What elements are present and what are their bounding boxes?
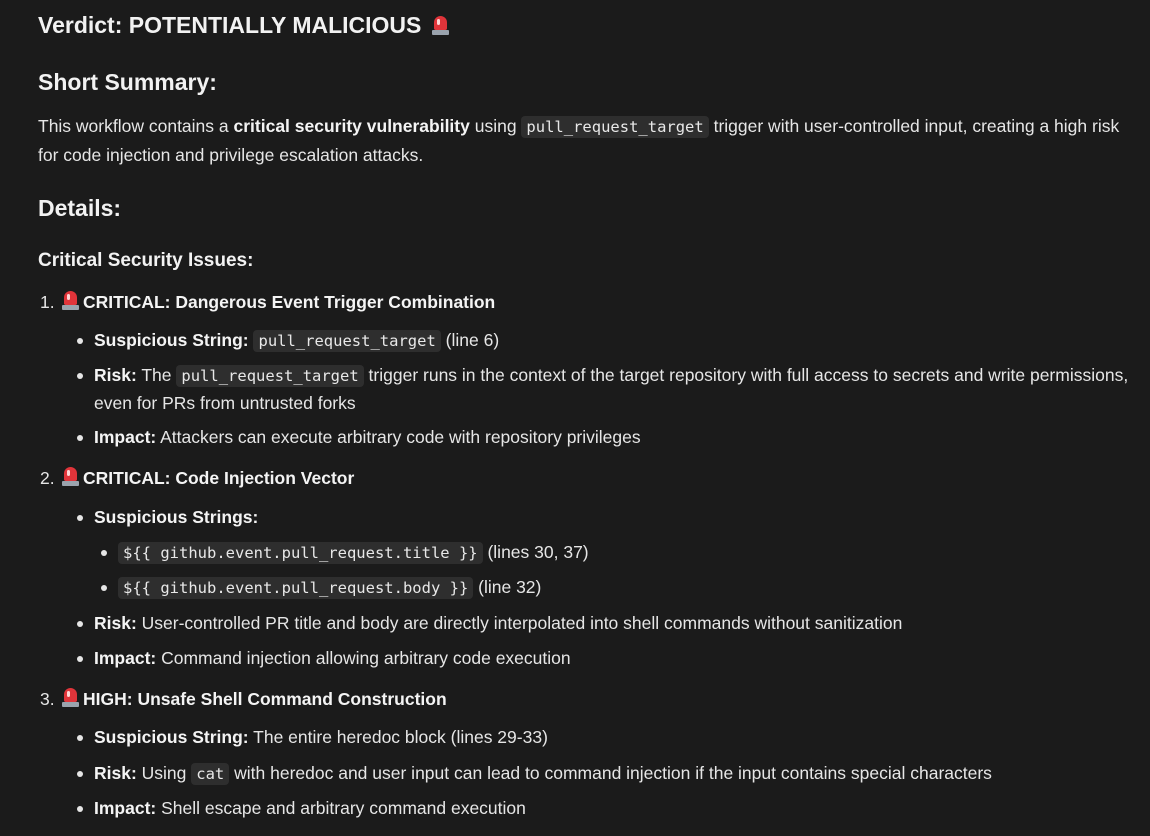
siren-icon (62, 688, 79, 707)
issue-3-number: 3. (40, 689, 55, 709)
issue-2-title (62, 465, 354, 492)
issue-3-suspicious-label: Suspicious String: (94, 727, 249, 747)
issue-1-impact-label: Impact: (94, 427, 157, 447)
issue-1-risk-label: Risk: (94, 365, 137, 385)
issue-3-suspicious-text: The entire heredoc block (lines 29-33) (248, 727, 548, 747)
issue-3-risk-post: with heredoc and user input can lead to command injection if the input contains special characters (229, 763, 992, 783)
issue-3-impact-text: Shell escape and arbitrary command execution (156, 798, 526, 818)
issue-2-impact-text: Command injection allowing arbitrary code execution (156, 648, 571, 668)
issue-3-suspicious (94, 724, 548, 751)
issue-1-impact-text: Attackers can execute arbitrary code with repository privileges (156, 427, 641, 447)
issue-1-number: 1. (40, 292, 55, 312)
issue-2-suspicious-label: Suspicious Strings: (94, 507, 259, 527)
bullet-dot (77, 373, 83, 379)
issue-2-string-1-code: ${{ github.event.pull_request.title }} (118, 542, 483, 564)
issue-1-title-text: CRITICAL: Dangerous Event Trigger Combination (83, 292, 496, 312)
issue-1-title (62, 289, 495, 316)
verdict-title: Verdict: POTENTIALLY MALICIOUS (38, 12, 422, 38)
summary-heading: Short Summary: (38, 69, 217, 95)
critical-issues-heading: Critical Security Issues: (38, 250, 254, 271)
issue-1-suspicious (94, 327, 499, 355)
bullet-dot (77, 656, 83, 662)
issue-2-string-2 (118, 574, 541, 602)
bullet-dot (77, 735, 83, 741)
issue-3-risk-pre: Using (136, 763, 192, 783)
bullet-dot (77, 621, 83, 627)
summary-text-before: This workflow contains a (38, 116, 234, 136)
issue-2-string-2-rest: (line 32) (473, 577, 542, 597)
issue-3-impact-label: Impact: (94, 798, 157, 818)
issue-1-risk-code: pull_request_target (176, 365, 363, 387)
siren-icon (62, 291, 79, 310)
issue-2-title-text: CRITICAL: Code Injection Vector (83, 468, 355, 488)
issue-3-risk-code: cat (191, 763, 229, 785)
issue-1-risk-pre: The (136, 365, 177, 385)
issue-1-suspicious-code: pull_request_target (253, 330, 440, 352)
summary-code: pull_request_target (521, 116, 708, 138)
issue-2-risk-label: Risk: (94, 613, 137, 633)
bullet-dot (77, 515, 83, 521)
siren-icon (62, 467, 79, 486)
issue-2-risk (94, 610, 902, 637)
issue-2-risk-text: User-controlled PR title and body are directly interpolated into shell commands without sanitization (136, 613, 903, 633)
verdict-heading (38, 12, 453, 39)
summary-text-mid: using (469, 116, 522, 136)
issue-2-impact (94, 645, 571, 672)
issue-2-string-2-code: ${{ github.event.pull_request.body }} (118, 577, 473, 599)
issue-1-risk-post: trigger runs in the context of the target repository with full access to secrets and write permissions, even for PRs from untrusted forks (94, 365, 1129, 413)
bullet-dot (77, 771, 83, 777)
issue-3-impact (94, 795, 526, 822)
bullet-dot (101, 550, 107, 556)
issue-1-suspicious-rest: (line 6) (440, 330, 500, 350)
issue-2-string-1-rest: (lines 30, 37) (482, 542, 589, 562)
issue-2-impact-label: Impact: (94, 648, 157, 668)
siren-icon (432, 16, 449, 35)
issue-2-number: 2. (40, 468, 55, 488)
issue-2-suspicious (94, 504, 258, 531)
issue-3-title (62, 686, 447, 713)
issue-2-string-1 (118, 539, 589, 567)
bullet-dot (101, 585, 107, 591)
issue-1-impact (94, 424, 641, 451)
bullet-dot (77, 435, 83, 441)
summary-paragraph (38, 112, 1138, 169)
issue-1-risk (94, 362, 1144, 417)
bullet-dot (77, 338, 83, 344)
bullet-dot (77, 806, 83, 812)
issue-1-suspicious-label: Suspicious String: (94, 330, 249, 350)
issue-3-risk-label: Risk: (94, 763, 137, 783)
details-heading: Details: (38, 195, 122, 221)
summary-bold: critical security vulnerability (233, 116, 470, 136)
summary-text-after: trigger with user-controlled input, creating a high risk for code injection and privilege escalation attacks. (38, 116, 1120, 165)
issue-3-title-text: HIGH: Unsafe Shell Command Construction (83, 689, 447, 709)
issue-3-risk (94, 760, 992, 788)
